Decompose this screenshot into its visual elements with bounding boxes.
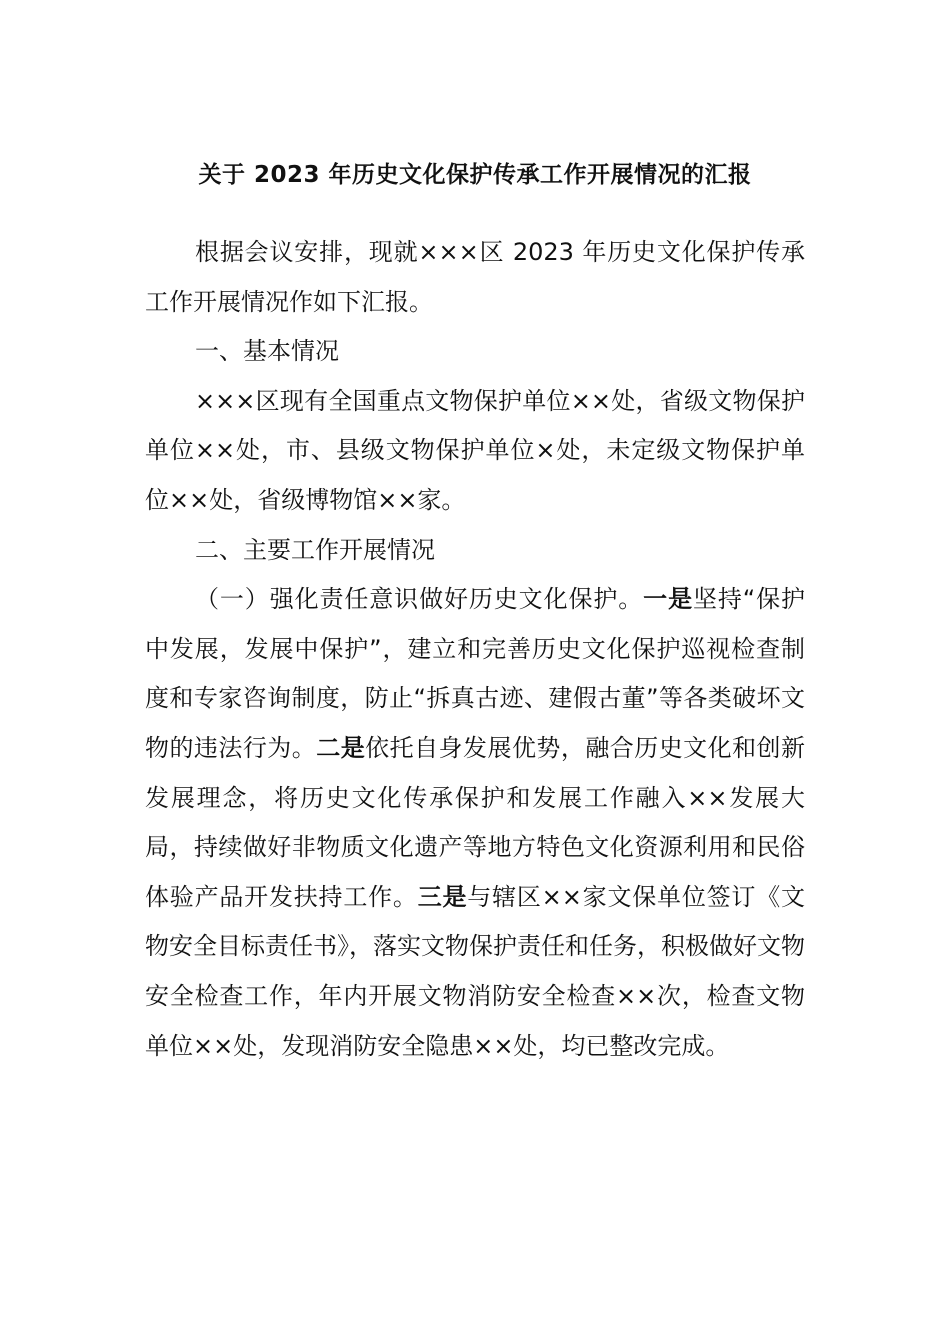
intro-paragraph: 根据会议安排，现就×××区 2023 年历史文化保护传承工作开展情况作如下汇报。 xyxy=(145,238,805,316)
document-body xyxy=(145,228,805,1071)
first-point-text: 坚持“保护中发展，发展中保护”，建立和完善历史文化保护巡视检查制度和专家咨询制度，防止“拆真古迹、建假古董”等各类破坏文物的违法行为。 xyxy=(145,585,805,762)
main-work-paragraph xyxy=(145,575,805,1071)
section-heading-main-work: 二、主要工作开展情况 xyxy=(195,535,435,564)
third-point-text: 与辖区××家文保单位签订《文物安全目标责任书》，落实文物保护责任和任务，积极做好文物安全检查工作，年内开展文物消防安全检查××次，检查文物单位××处，发现消防安全隐患××处，均已整改完成。 xyxy=(145,882,806,1060)
subsection-heading: （一）强化责任意识做好历史文化保护。 xyxy=(195,585,644,614)
lead-marker-third: 三是 xyxy=(417,882,468,911)
second-point-text: 依托自身发展优势，融合历史文化和创新发展理念，将历史文化传承保护和发展工作融入××发展大局，持续做好非物质文化遗产等地方特色文化资源利用和民俗体验产品开发扶持工作。 xyxy=(145,733,806,911)
document-title: 关于 2023 年历史文化保护传承工作开展情况的汇报 xyxy=(198,162,752,188)
basic-situation-paragraph: ×××区现有全国重点文物保护单位××处，省级文物保护单位××处，市、县级文物保护单位×处，未定级文物保护单位××处，省级博物馆××家。 xyxy=(145,386,805,514)
lead-marker-first: 一是 xyxy=(643,585,693,614)
section-heading-basic: 一、基本情况 xyxy=(195,337,339,366)
lead-marker-second: 二是 xyxy=(316,733,366,762)
